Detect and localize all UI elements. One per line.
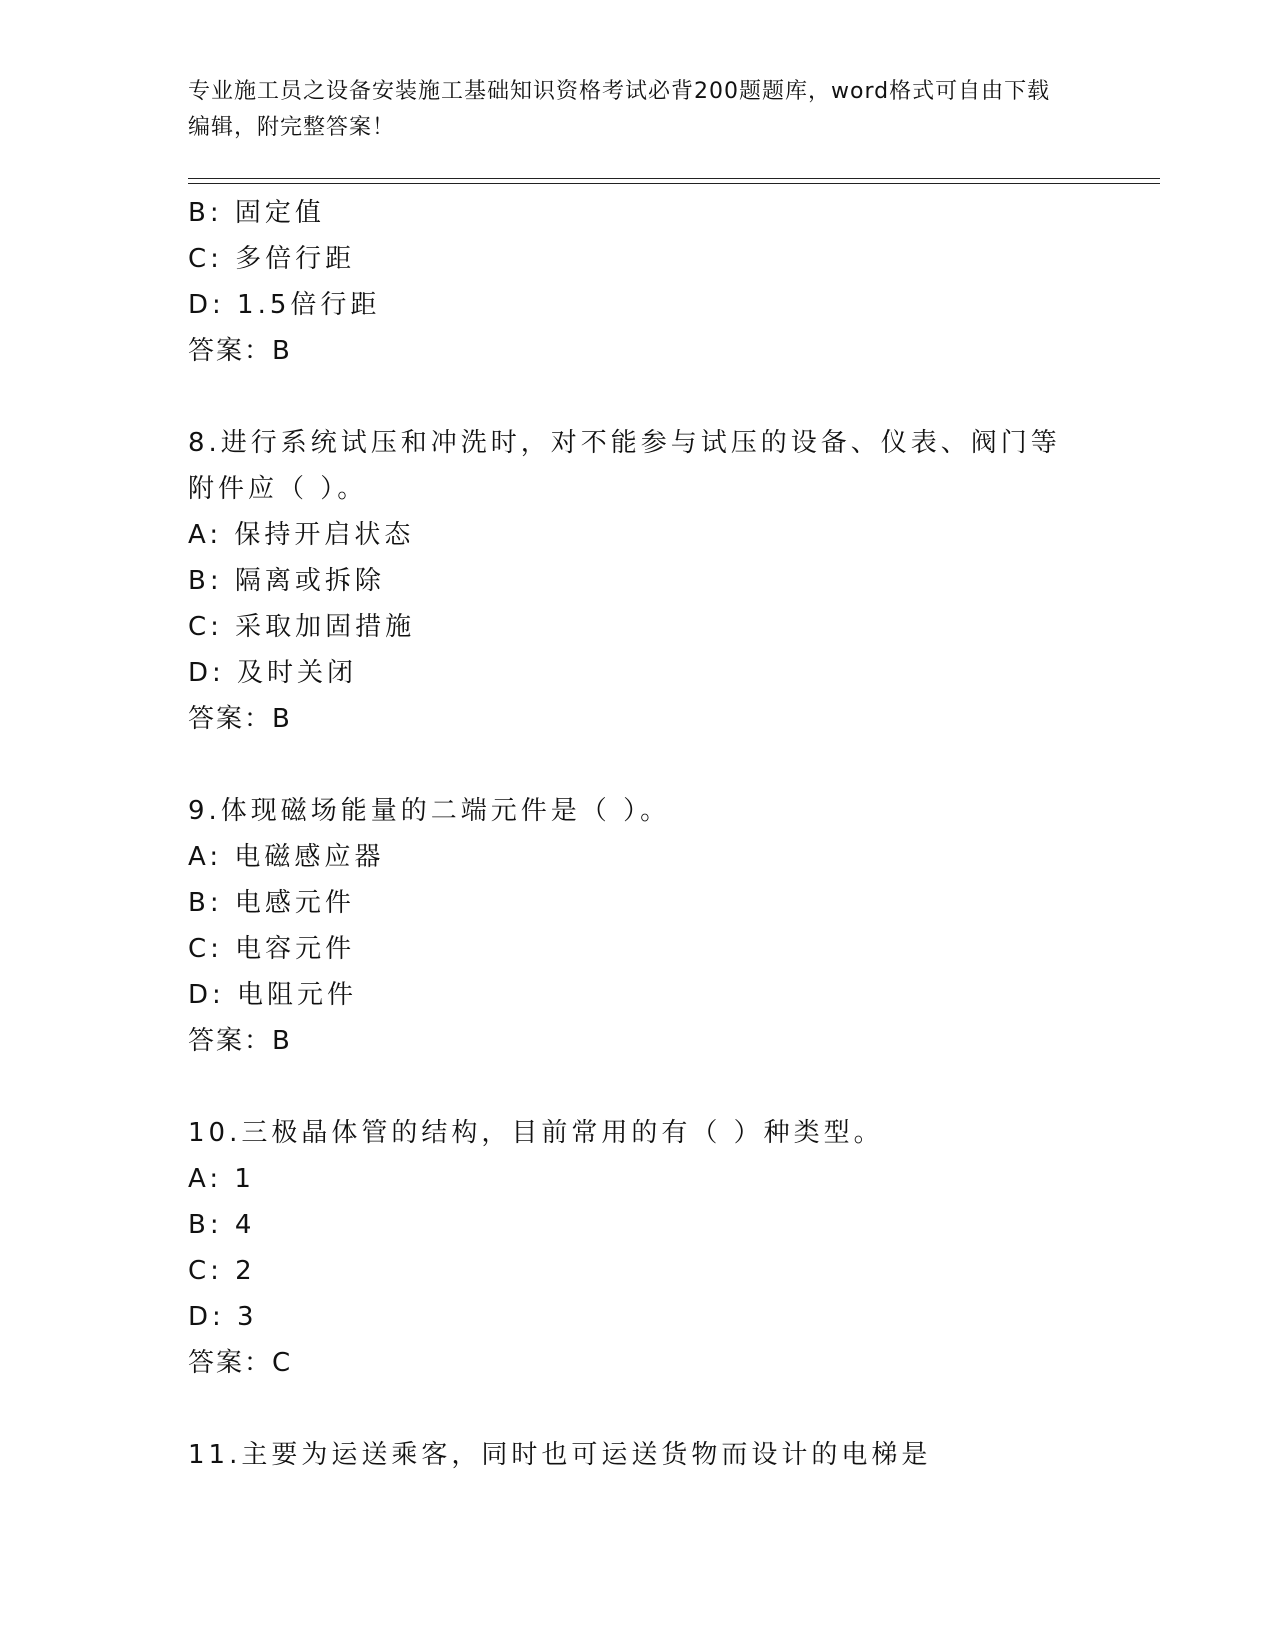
question-title: 9.体现磁场能量的二端元件是（ ）。	[188, 796, 671, 826]
answer-text: 答案：B	[188, 704, 292, 734]
header-rule-bottom	[188, 183, 1160, 184]
option-b: B: 隔离或拆除	[188, 566, 385, 596]
question-list	[188, 190, 1088, 1478]
spacer	[188, 1386, 1088, 1432]
question-title: 11.主要为运送乘客，同时也可运送货物而设计的电梯是	[188, 1440, 932, 1470]
answer-text: 答案：C	[188, 1348, 293, 1378]
question-block-11	[188, 1432, 1088, 1478]
option-a: A: 电磁感应器	[188, 842, 385, 872]
option-c: C: 2	[188, 1256, 256, 1286]
option-b: B: 电感元件	[188, 888, 355, 918]
answer-text: 答案：B	[188, 1026, 292, 1056]
option-c: C: 采取加固措施	[188, 612, 416, 642]
question-title: 10.三极晶体管的结构，目前常用的有（ ）种类型。	[188, 1118, 884, 1148]
option-d: D: 1.5倍行距	[188, 290, 381, 320]
spacer	[188, 742, 1088, 788]
option-d: D: 及时关闭	[188, 658, 358, 688]
option-a: A: 1	[188, 1164, 255, 1194]
option-d: D: 3	[188, 1302, 258, 1332]
option-b: B: 4	[188, 1210, 256, 1240]
option-c: C: 多倍行距	[188, 244, 356, 274]
question-block-8	[188, 420, 1088, 742]
document-header	[188, 74, 1068, 146]
answer-text: 答案：B	[188, 336, 292, 366]
option-c: C: 电容元件	[188, 934, 356, 964]
header-title: 专业施工员之设备安装施工基础知识资格考试必背200题题库，word格式可自由下载编辑，附完整答案！	[188, 79, 1051, 140]
option-b: B: 固定值	[188, 198, 325, 228]
option-d: D: 电阻元件	[188, 980, 358, 1010]
question-block-9	[188, 788, 1088, 1064]
spacer	[188, 374, 1088, 420]
spacer	[188, 1064, 1088, 1110]
option-a: A: 保持开启状态	[188, 520, 415, 550]
question-title: 8.进行系统试压和冲洗时，对不能参与试压的设备、仪表、阀门等附件应（ ）。	[188, 428, 1061, 504]
header-rule-top	[188, 178, 1160, 179]
question-block-7	[188, 190, 1088, 374]
question-block-10	[188, 1110, 1088, 1386]
